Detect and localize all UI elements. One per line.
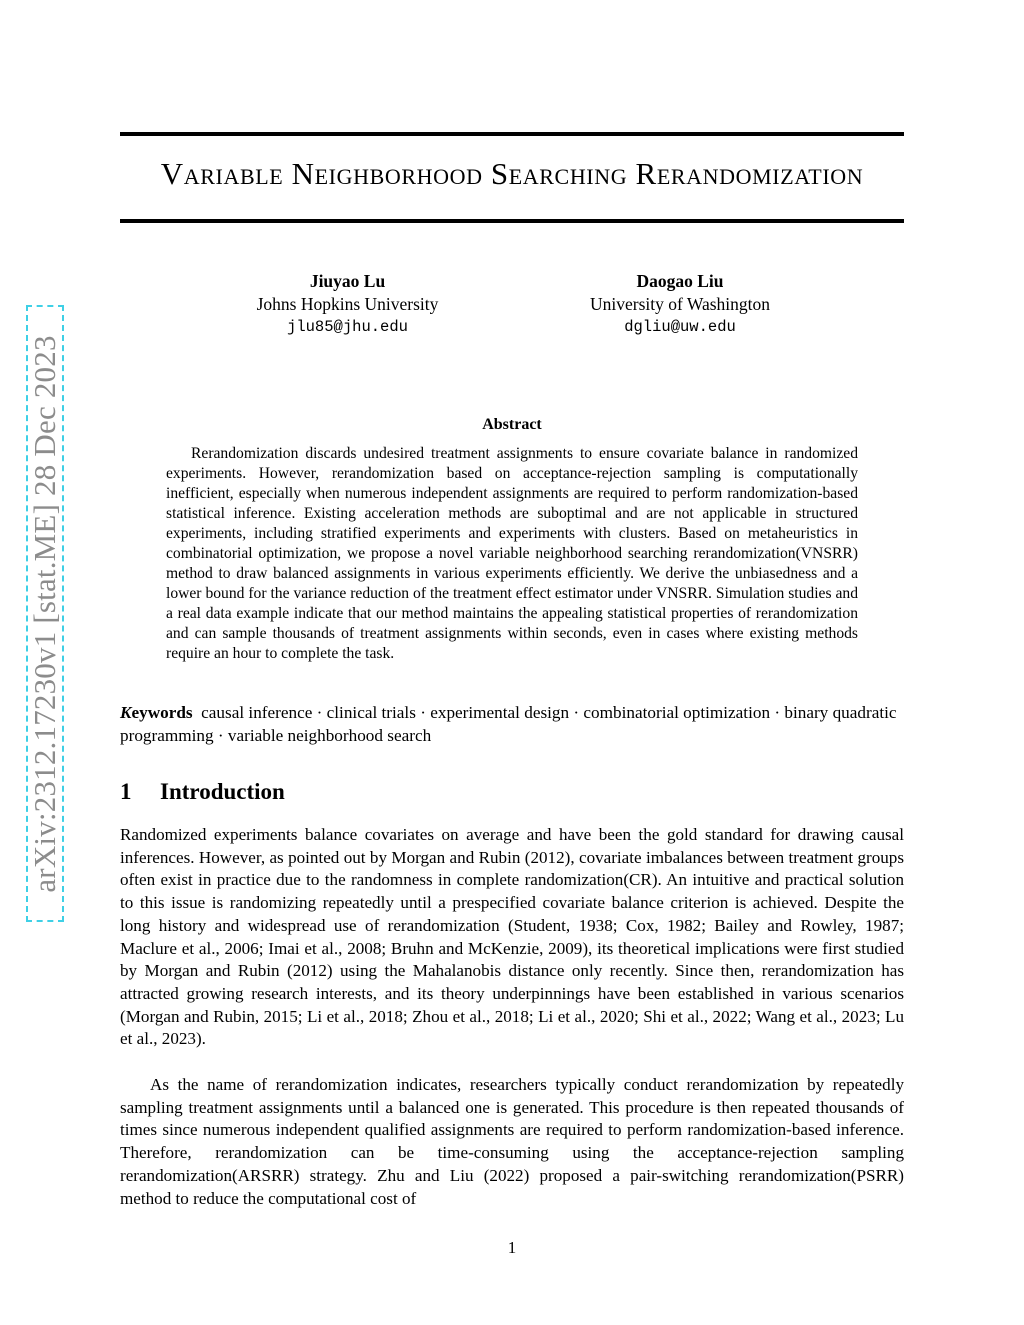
arxiv-stamp-text: arXiv:2312.17230v1 [stat.ME] 28 Dec 2023: [27, 334, 62, 893]
abstract-text: Rerandomization discards undesired treatment assignments to ensure covariate balance in randomized experiments. However, rerandomization based on acceptance-rejection sampling is computationally inefficient, especially when numerous independent assignments are required to perform randomization-based statistical inference. Existing acceleration methods are suboptimal and are not applicable in structured experiments, including stratified experiments and experiments with clusters. Based on metaheuristics in combinatorial optimization, we propose a novel variable neighborhood searching rerandomization(VNSRR) method to draw balanced assignments in various experiments efficiently. We derive the unbiasedness and a lower bound for the variance reduction of the treatment effect estimator under VNSRR. Simulation studies and a real data example indicate that our method maintains the appealing statistical properties of rerandomization and can sample thousands of treatment assignments within seconds, even in cases where existing methods require an hour to complete the task.: [166, 445, 858, 662]
author-block-2: [560, 270, 800, 339]
author-block-1: [225, 270, 470, 339]
page-number: 1: [507, 1238, 517, 1257]
intro-paragraph-1: Randomized experiments balance covariates on average and have been the gold standard for drawing causal inferences. However, as pointed out by Morgan and Rubin (2012), covariate imbalances between treatment groups often exist in practice due to the randomness in complete randomization(CR). An intuitive and practical solution to this issue is randomizing repeatedly until a prespecified covariate balance criterion is achieved. Despite the long history and widespread use of rerandomization (Student, 1938; Cox, 1982; Bailey and Rowley, 1987; Maclure et al., 2006; Imai et al., 2008; Bruhn and McKenzie, 2009), its theoretical implications were first studied by Morgan and Rubin (2012) using the Mahalanobis distance only recently. Since then, rerandomization has attracted growing research interests, and its theory underpinnings have been established in various scenarios (Morgan and Rubin, 2015; Li et al., 2018; Zhou et al., 2018; Li et al., 2020; Shi et al., 2022; Wang et al., 2023; Lu et al., 2023).: [120, 825, 904, 1049]
author-affiliation: Johns Hopkins University: [256, 294, 439, 314]
author-affiliation: University of Washington: [589, 294, 771, 314]
keywords-label-rest: eywords: [131, 703, 193, 722]
intro-paragraph-2: As the name of rerandomization indicates, researchers typically conduct rerandomization by repeatedly sampling treatment assignments until a balanced one is generated. This procedure is then repeated thousands of times since numerous independent qualified assignments are required to perform randomization-based inference. Therefore, rerandomization can be time-consuming using the acceptance-rejection sampling rerandomization(ARSRR) strategy. Zhu and Liu (2022) proposed a pair-switching rerandomization(PSRR) method to reduce the computational cost of: [120, 1075, 904, 1208]
title-rule-bottom: [120, 219, 904, 223]
title-rule-top: [120, 132, 904, 136]
author-email[interactable]: jlu85@jhu.edu: [287, 318, 408, 336]
keywords-label: [120, 703, 193, 722]
paper-title: Variable Neighborhood Searching Rerandomization: [160, 156, 864, 191]
author-name: Daogao Liu: [636, 271, 724, 291]
keywords-list: causal inference · clinical trials · experimental design · combinatorial optimization · binary quadratic programming · variable neighborhood search: [120, 703, 897, 745]
abstract-heading: Abstract: [482, 416, 542, 433]
arxiv-stamp[interactable]: [26, 305, 64, 922]
section-title: Introduction: [160, 779, 285, 804]
keywords-label-initial: K: [120, 703, 132, 722]
author-email[interactable]: dgliu@uw.edu: [624, 318, 736, 336]
keywords: [120, 701, 904, 747]
section-heading: [120, 779, 285, 805]
section-number: 1: [120, 779, 132, 804]
author-name: Jiuyao Lu: [309, 271, 386, 291]
